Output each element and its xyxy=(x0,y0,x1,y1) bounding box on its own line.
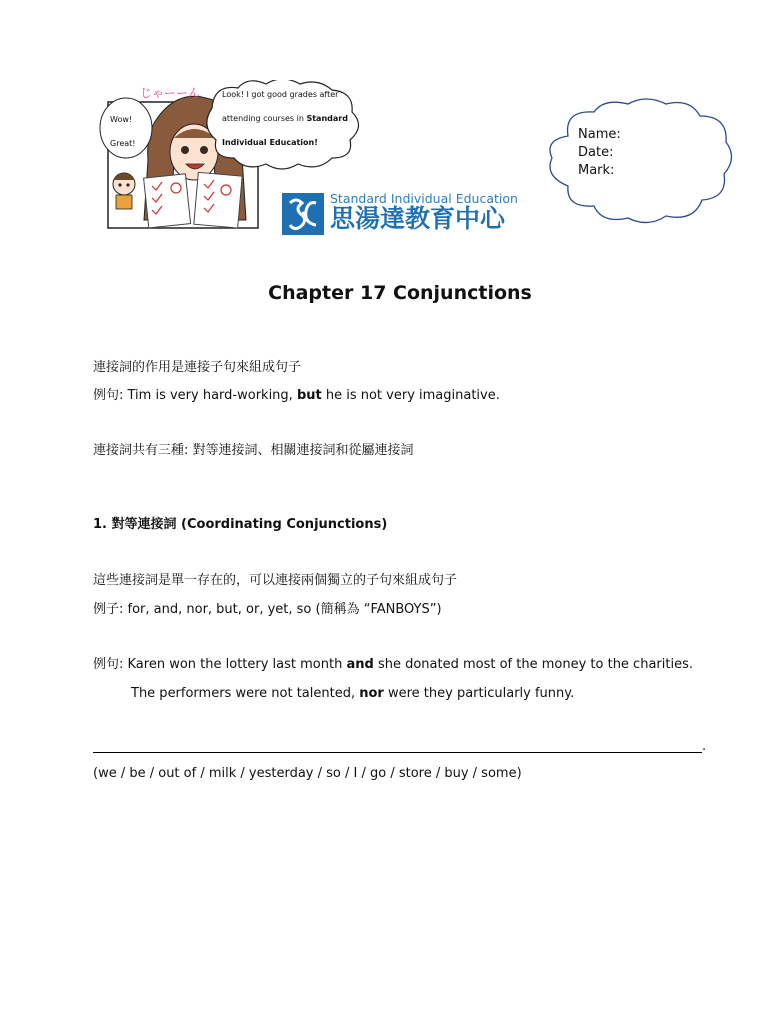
mark-label: Mark: xyxy=(578,163,615,178)
section1-heading: 1. 對等連接詞 (Coordinating Conjunctions) xyxy=(93,517,388,532)
intro-types: 連接詞共有三種: 對等連接詞、相關連接詞和從屬連接詞 xyxy=(93,443,414,458)
section1-example2-pre: The performers were not talented, xyxy=(131,686,360,701)
answer-end-mark: . xyxy=(702,739,707,754)
name-label: Name: xyxy=(578,127,621,142)
school-logo xyxy=(282,191,532,237)
comic-left-bubble-line2: Great! xyxy=(110,139,136,148)
logo-mark-icon xyxy=(282,193,324,235)
intro-example-post: he is not very imaginative. xyxy=(321,388,500,403)
page-title: Chapter 17 Conjunctions xyxy=(268,282,532,304)
comic-speech-line2 xyxy=(222,113,348,125)
section1-examples: 例子: for, and, nor, but, or, yet, so (簡稱為 “FANBOYS”) xyxy=(93,602,442,617)
intro-example-prefix: 例句: xyxy=(93,388,128,403)
sfx-text: じゃーーん xyxy=(140,86,201,100)
section1-example-2 xyxy=(131,685,574,703)
section1-example2-post: were they particularly funny. xyxy=(383,686,575,701)
section1-example1-post: she donated most of the money to the charities. xyxy=(373,657,693,672)
section1-example1-conjunction: and xyxy=(346,657,374,672)
comic-speech-brand: Standard xyxy=(306,114,348,123)
comic-speech-line3: Individual Education! xyxy=(222,138,318,147)
intro-definition: 連接詞的作用是連接子句來組成句子 xyxy=(93,360,302,375)
section1-example2-conjunction: nor xyxy=(359,686,384,701)
comic-speech-line1: Look! I got good grades after xyxy=(222,90,339,99)
logo-chinese-name: 思湯達教育中心 xyxy=(330,204,506,233)
logo-english-name: Standard Individual Education xyxy=(330,191,518,206)
intro-example-pre: Tim is very hard-working, xyxy=(127,388,297,403)
intro-example xyxy=(93,387,500,405)
section1-example1-pre: Karen won the lottery last month xyxy=(127,657,347,672)
comic-speech-line2-text: attending courses in xyxy=(222,114,307,123)
comic-left-bubble-line1: Wow! xyxy=(110,115,133,124)
exercise-word-bank: (we / be / out of / milk / yesterday / so / I / go / store / buy / some) xyxy=(93,766,522,781)
section1-example-1 xyxy=(93,656,693,674)
intro-example-conjunction: but xyxy=(296,388,322,403)
answer-line[interactable] xyxy=(93,752,702,753)
section1-description: 這些連接詞是單一存在的，可以連接兩個獨立的子句來組成句子 xyxy=(93,573,458,588)
date-label: Date: xyxy=(578,145,614,160)
section1-example-prefix: 例句: xyxy=(93,657,128,672)
info-cloud-shape xyxy=(538,96,738,228)
